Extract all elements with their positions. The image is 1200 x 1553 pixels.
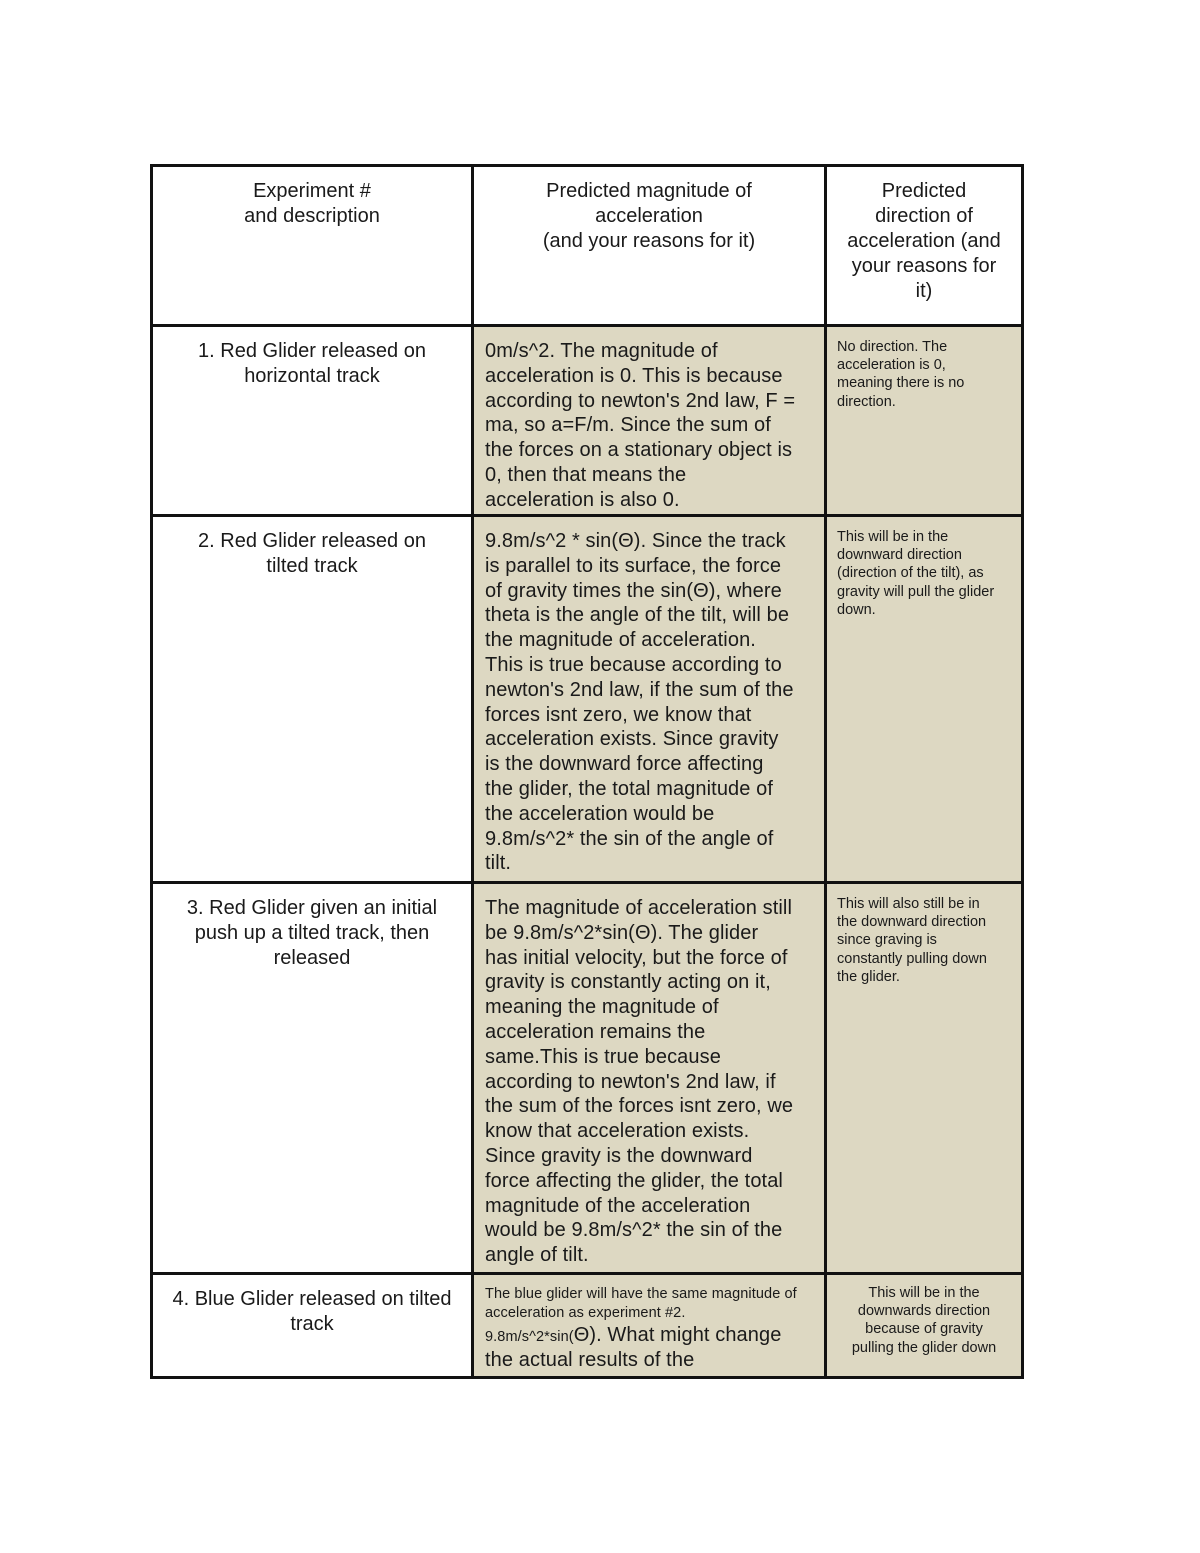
magnitude-line: forces isnt zero, we know that <box>485 703 752 726</box>
direction-line: No direction. The <box>837 339 948 355</box>
magnitude-line-small: acceleration as experiment #2. <box>485 1305 686 1321</box>
direction-cell[interactable] <box>826 516 1023 883</box>
description-cell <box>152 1274 473 1378</box>
magnitude-line: gravity is constantly acting on it, <box>485 971 771 994</box>
magnitude-line: The magnitude of acceleration still <box>485 897 792 919</box>
magnitude-line: acceleration exists. Since gravity <box>485 728 779 751</box>
magnitude-cell[interactable] <box>473 883 826 1274</box>
direction-line: This will be in the <box>837 529 949 545</box>
magnitude-line: meaning the magnitude of <box>485 996 719 1019</box>
direction-line: since graving is <box>837 932 937 949</box>
description-line: horizontal track <box>244 365 380 387</box>
header-magnitude-line: acceleration <box>595 205 703 227</box>
magnitude-line: 0, then that means the <box>485 463 687 486</box>
header-direction-line: it) <box>915 280 933 302</box>
magnitude-line: This is true because according to <box>485 653 782 676</box>
header-magnitude-cell <box>473 166 826 326</box>
direction-line: meaning there is no <box>837 375 965 392</box>
description-line: 2. Red Glider released on <box>198 530 426 552</box>
direction-line: This will also still be in <box>837 896 980 912</box>
header-direction-line: direction of <box>875 205 973 227</box>
direction-cell[interactable] <box>826 326 1023 516</box>
header-direction-cell <box>826 166 1023 326</box>
direction-line: This will be in the <box>868 1285 980 1301</box>
header-direction-line: acceleration (and <box>847 230 1001 252</box>
magnitude-line: 0m/s^2. The magnitude of <box>485 340 718 362</box>
description-line: 4. Blue Glider released on tilted <box>172 1288 452 1310</box>
description-line: tilted track <box>266 555 358 577</box>
magnitude-formula-big: Θ). What might change <box>573 1324 782 1346</box>
magnitude-cell[interactable] <box>473 1274 826 1378</box>
table-row <box>152 516 1023 883</box>
magnitude-line: the actual results of the <box>485 1348 695 1371</box>
magnitude-line: according to newton's 2nd law, F = <box>485 389 796 412</box>
table-row <box>152 883 1023 1274</box>
magnitude-line: according to newton's 2nd law, if <box>485 1070 776 1093</box>
header-experiment-line: Experiment # <box>253 180 371 202</box>
direction-line: pulling the glider down <box>851 1339 997 1356</box>
magnitude-line: same.This is true because <box>485 1045 721 1068</box>
magnitude-line: the acceleration would be <box>485 802 715 825</box>
magnitude-line: newton's 2nd law, if the sum of the <box>485 678 794 701</box>
magnitude-line: be 9.8m/s^2*sin(Θ). The glider <box>485 921 759 944</box>
header-experiment-line: and description <box>244 205 380 227</box>
direction-line: downward direction <box>837 547 962 564</box>
magnitude-line: Since gravity is the downward <box>485 1144 753 1167</box>
header-direction-line: Predicted <box>881 180 967 202</box>
description-line: push up a tilted track, then <box>194 922 430 944</box>
magnitude-line: acceleration remains the <box>485 1020 706 1043</box>
magnitude-line: angle of tilt. <box>485 1244 589 1267</box>
header-direction-line: your reasons for <box>851 255 997 277</box>
direction-line: the glider. <box>837 968 900 985</box>
description-cell <box>152 516 473 883</box>
header-experiment-cell <box>152 166 473 326</box>
direction-line: because of gravity <box>865 1321 983 1338</box>
magnitude-line: know that acceleration exists. <box>485 1120 750 1143</box>
magnitude-line-small: The blue glider will have the same magnitude of <box>485 1286 797 1302</box>
magnitude-line: theta is the angle of the tilt, will be <box>485 604 790 627</box>
magnitude-line: the forces on a stationary object is <box>485 439 793 462</box>
header-magnitude-line: (and your reasons for it) <box>542 230 756 252</box>
magnitude-line: ma, so a=F/m. Since the sum of <box>485 414 771 437</box>
direction-line: acceleration is 0, <box>837 357 946 374</box>
description-line: released <box>273 947 351 969</box>
description-line: 3. Red Glider given an initial <box>186 897 438 919</box>
magnitude-line: has initial velocity, but the force of <box>485 946 788 969</box>
description-cell <box>152 326 473 516</box>
description-line: track <box>290 1313 334 1335</box>
table-row <box>152 1274 1023 1378</box>
direction-cell[interactable] <box>826 883 1023 1274</box>
table-row <box>152 326 1023 516</box>
magnitude-line: the glider, the total magnitude of <box>485 777 774 800</box>
magnitude-line: is parallel to its surface, the force <box>485 554 782 577</box>
magnitude-line: acceleration is also 0. <box>485 488 680 511</box>
header-magnitude-line: Predicted magnitude of <box>546 180 752 202</box>
magnitude-line: magnitude of the acceleration <box>485 1194 751 1217</box>
direction-line: (direction of the tilt), as <box>837 565 984 582</box>
magnitude-line: 9.8m/s^2* the sin of the angle of <box>485 827 774 850</box>
magnitude-cell[interactable] <box>473 516 826 883</box>
magnitude-line: tilt. <box>485 852 512 875</box>
magnitude-line: 9.8m/s^2 * sin(Θ). Since the track <box>485 530 786 552</box>
direction-line: down. <box>837 601 876 618</box>
magnitude-line: of gravity times the sin(Θ), where <box>485 579 782 602</box>
magnitude-line: force affecting the glider, the total <box>485 1169 783 1192</box>
header-row <box>152 166 1023 326</box>
direction-cell[interactable] <box>826 1274 1023 1378</box>
magnitude-line-mixed <box>485 1323 816 1348</box>
magnitude-line: the magnitude of acceleration. <box>485 629 756 652</box>
experiment-table <box>150 164 1024 1379</box>
magnitude-formula-small: 9.8m/s^2*sin( <box>485 1329 574 1345</box>
direction-line: constantly pulling down <box>837 950 987 967</box>
direction-line: direction. <box>837 393 896 410</box>
direction-line: downwards direction <box>857 1303 991 1320</box>
magnitude-line: is the downward force affecting <box>485 753 764 776</box>
magnitude-cell[interactable] <box>473 326 826 516</box>
direction-line: the downward direction <box>837 914 987 931</box>
description-line: 1. Red Glider released on <box>198 340 426 362</box>
magnitude-line: would be 9.8m/s^2* the sin of the <box>485 1219 783 1242</box>
direction-line: gravity will pull the glider <box>837 583 995 600</box>
magnitude-line: acceleration is 0. This is because <box>485 364 783 387</box>
description-cell <box>152 883 473 1274</box>
magnitude-line: the sum of the forces isnt zero, we <box>485 1095 794 1118</box>
